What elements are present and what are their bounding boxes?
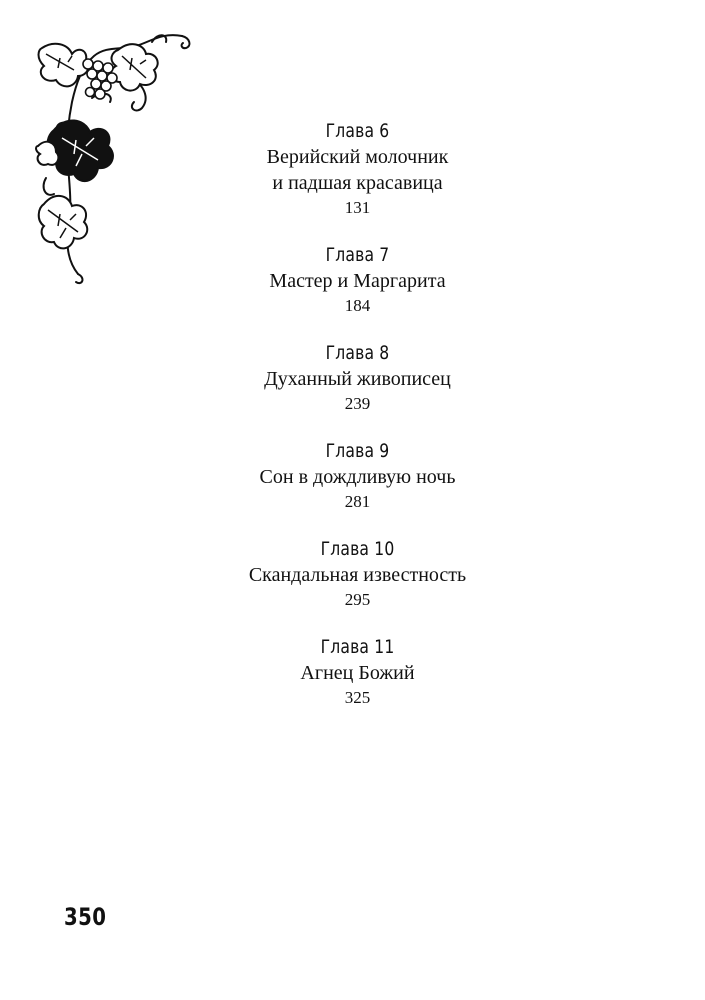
chapter-title-line: Верийский молочник <box>266 146 449 168</box>
chapter-title-line: Агнец Божий <box>300 662 415 684</box>
chapter-number: Глава 10 <box>320 538 395 560</box>
toc-entry <box>0 536 705 612</box>
page-number: 184 <box>344 296 371 315</box>
toc-entry <box>0 340 705 416</box>
chapter-title-line: Духанный живописец <box>264 368 451 390</box>
chapter-number: Глава 6 <box>325 120 390 142</box>
page-number: 239 <box>344 394 371 413</box>
chapter-number: Глава 7 <box>325 244 390 266</box>
table-of-contents <box>0 118 705 710</box>
chapter-title-line: и падшая красавица <box>272 172 443 194</box>
chapter-number: Глава 11 <box>320 636 395 658</box>
page-number: 325 <box>344 688 371 707</box>
toc-entry <box>0 634 705 710</box>
page-number: 295 <box>344 590 371 609</box>
chapter-number: Глава 8 <box>325 342 390 364</box>
chapter-title-line: Мастер и Маргарита <box>269 270 446 292</box>
folio-page-number: 350 <box>64 903 107 931</box>
chapter-number: Глава 9 <box>325 440 390 462</box>
chapter-title-line: Сон в дождливую ночь <box>259 466 456 488</box>
toc-entry <box>0 118 705 220</box>
page-number: 131 <box>344 198 371 217</box>
toc-entry <box>0 438 705 514</box>
toc-entry <box>0 242 705 318</box>
page-number: 281 <box>344 492 371 511</box>
chapter-title-line: Скандальная известность <box>248 564 467 586</box>
